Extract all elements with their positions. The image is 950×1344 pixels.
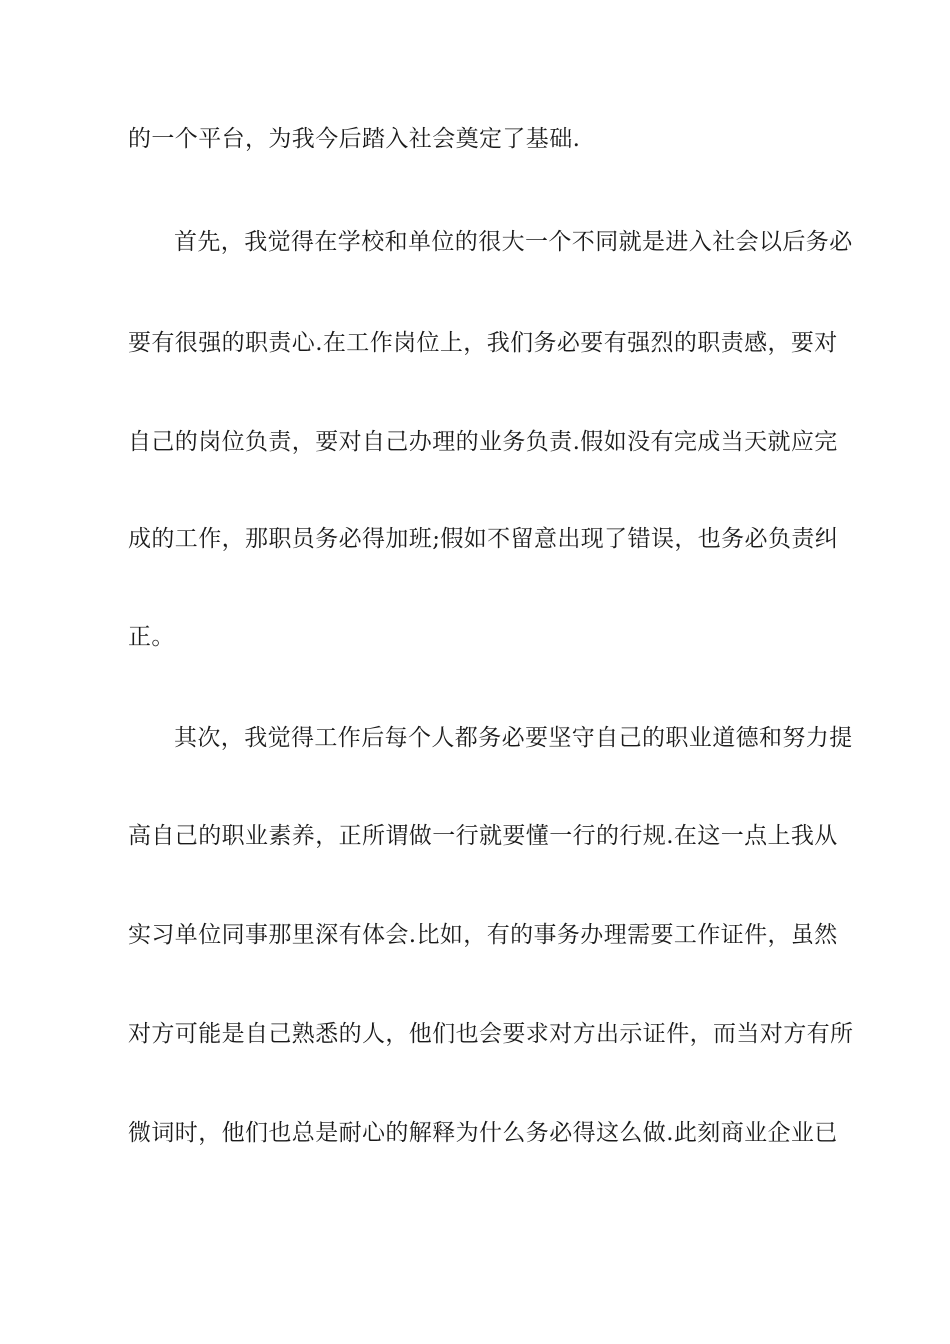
text-line: 对方可能是自己熟悉的人，他们也会要求对方出示证件，而当对方有所	[128, 1021, 854, 1047]
text-line: 要有很强的职责心.在工作岗位上，我们务必要有强烈的职责感，要对	[128, 330, 838, 356]
text-line: 高自己的职业素养，正所谓做一行就要懂一行的行规.在这一点上我从	[128, 823, 838, 849]
paragraph-start-line: 其次，我觉得工作后每个人都务必要坚守自己的职业道德和努力提	[174, 725, 853, 751]
text-line: 成的工作，那职员务必得加班;假如不留意出现了错误，也务必负责纠	[128, 526, 839, 552]
text-line: 微词时，他们也总是耐心的解释为什么务必得这么做.此刻商业企业已	[128, 1120, 838, 1146]
text-line: 正。	[128, 624, 175, 650]
paragraph-start-line: 首先，我觉得在学校和单位的很大一个不同就是进入社会以后务必	[174, 229, 853, 255]
text-line: 自己的岗位负责，要对自己办理的业务负责.假如没有完成当天就应完	[128, 429, 838, 455]
text-line: 实习单位同事那里深有体会.比如，有的事务办理需要工作证件，虽然	[128, 922, 838, 948]
text-line: 的一个平台，为我今后踏入社会奠定了基础.	[128, 126, 581, 152]
